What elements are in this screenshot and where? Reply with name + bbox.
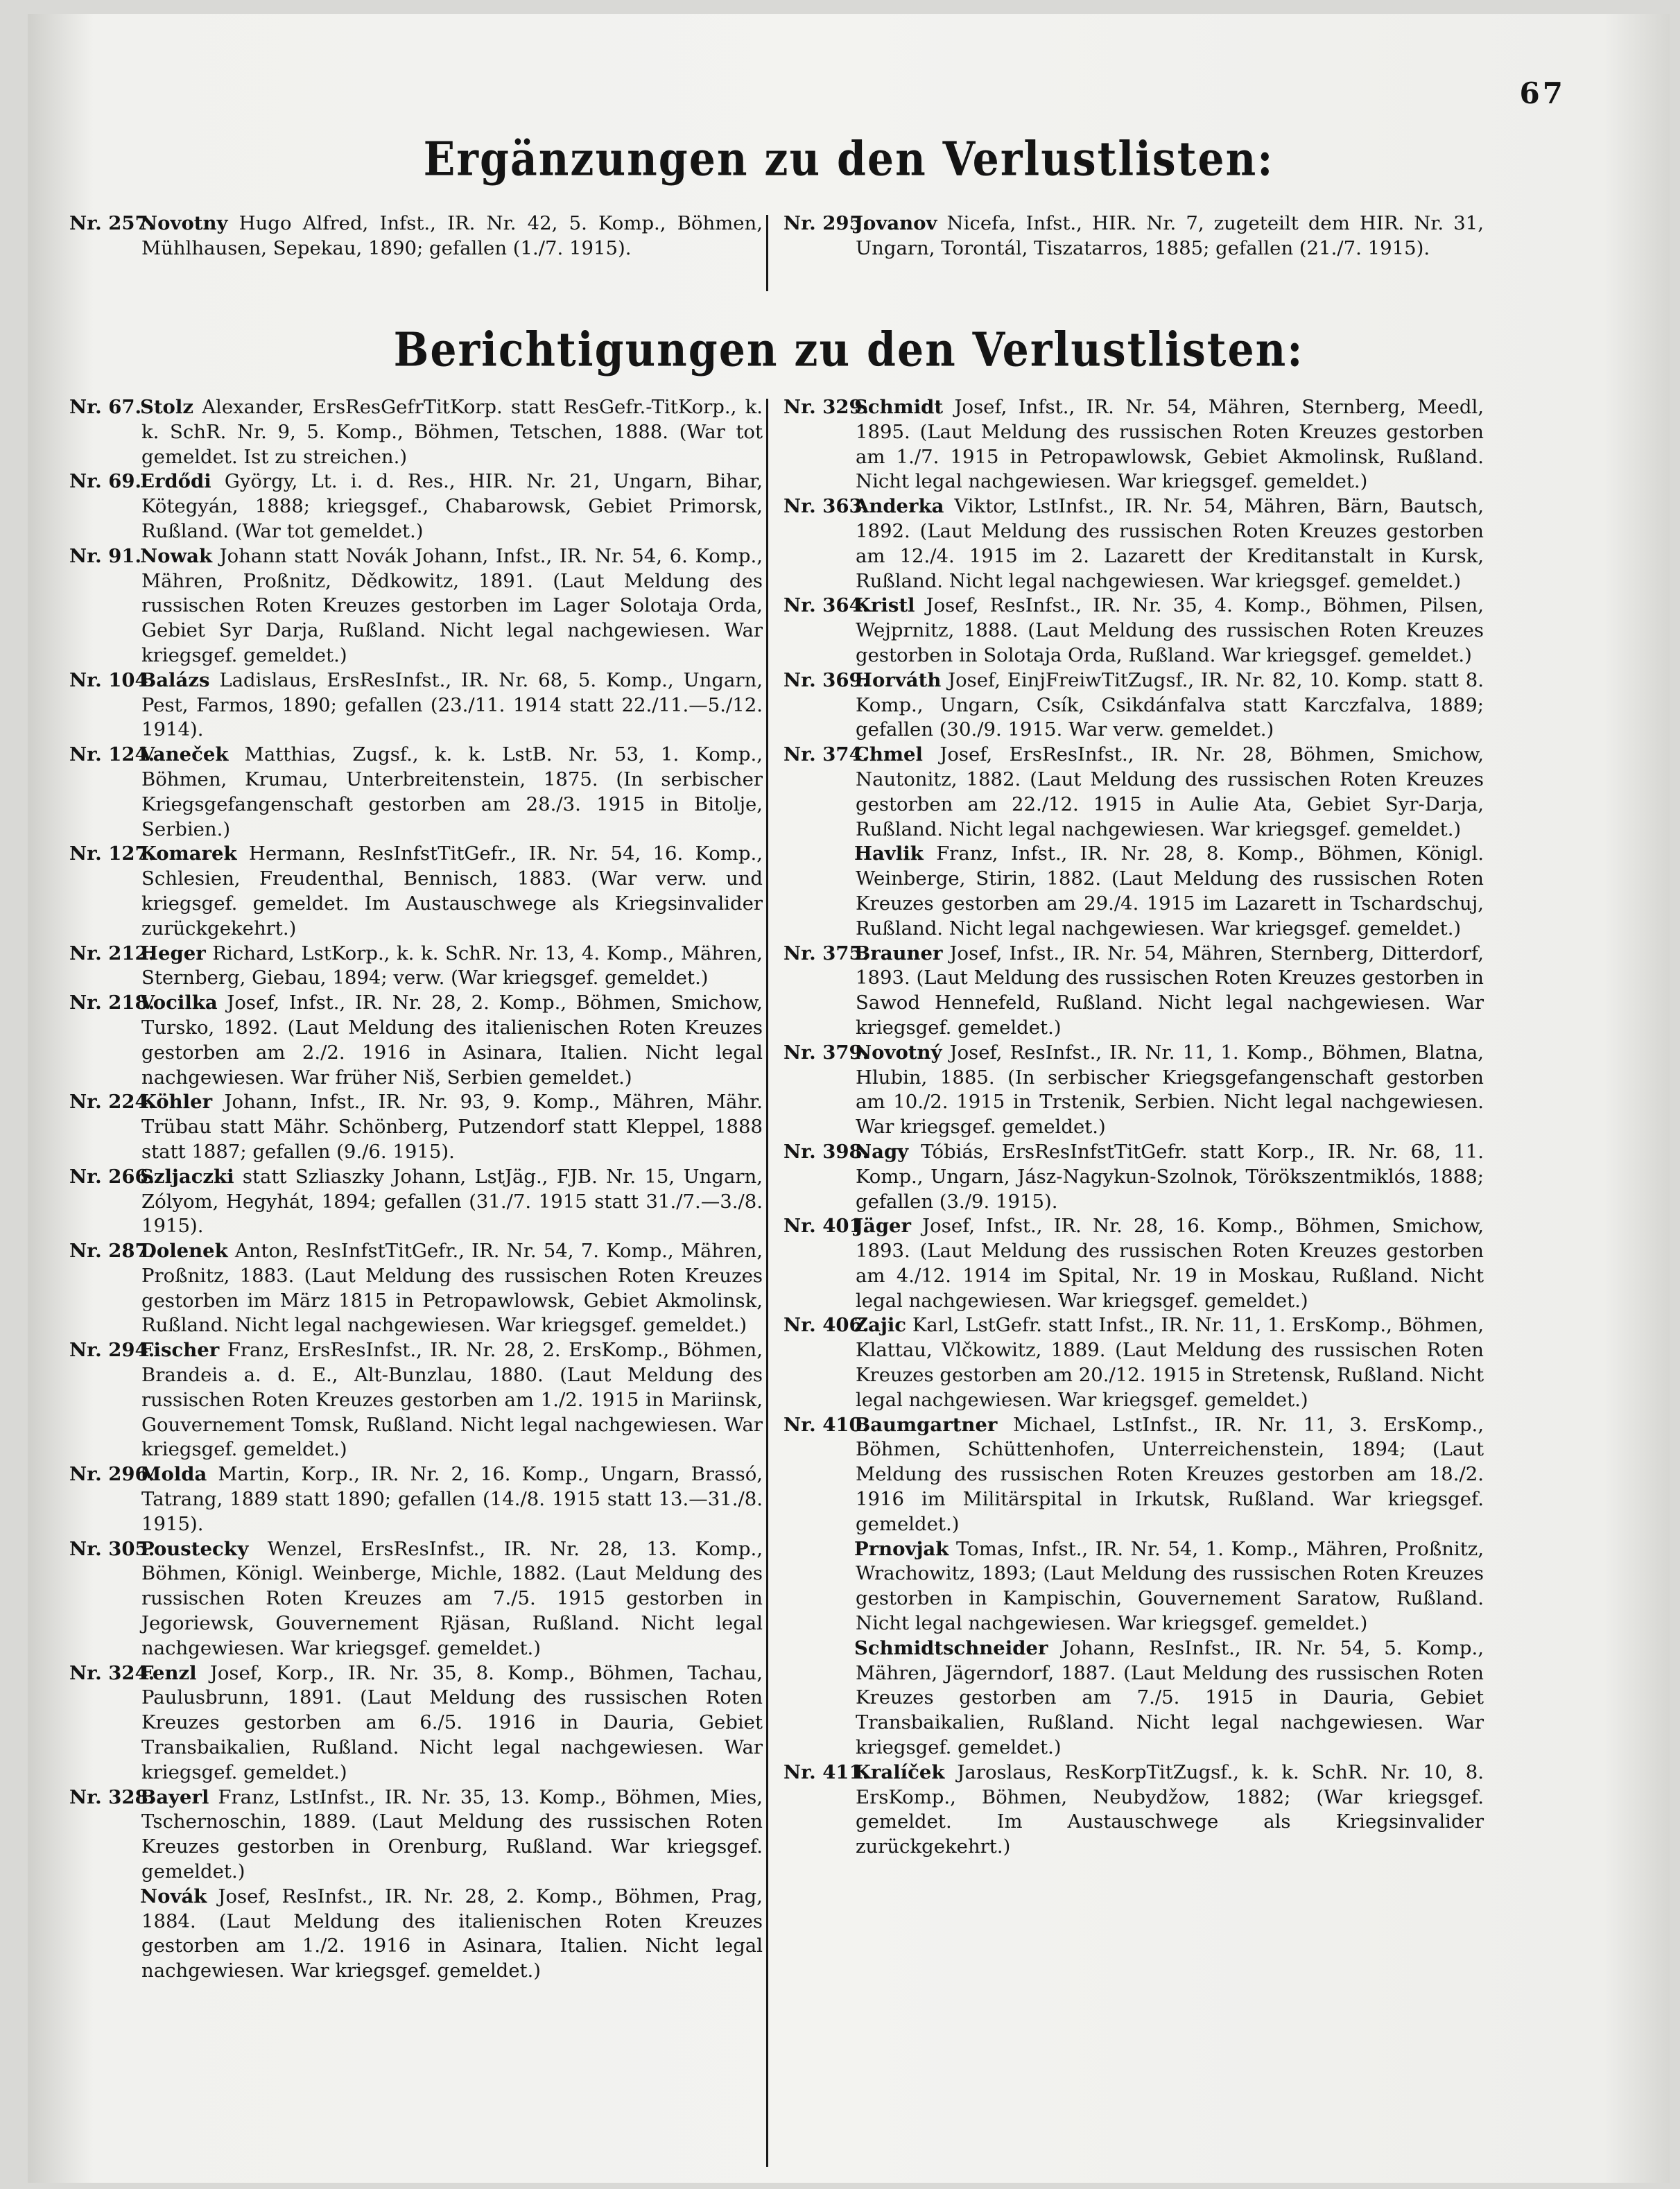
section-title-corrections: Berichtigungen zu den Verlustlisten: — [393, 322, 1304, 378]
list-entry: Nr. 369.Horváth Josef, EinjFreiwTitZugsf., IR. Nr. 82, 10. Komp. statt 8. Komp., Ungarn, Csík, Csikdánfalva statt Karczfalva, 1889; gefallen (30./9. 1915. War verw. gemeldet.) — [783, 668, 1484, 741]
list-entry: Nr. 294.Fischer Franz, ErsResInfst., IR. Nr. 28, 2. ErsKomp., Böhmen, Brandeis a. d. E., Alt-Bunzlau, 1880. (Laut Meldung des russischen Roten Kreuzes gestorben am 1./2. 1915 in Mariinsk, Gouvernement Tomsk, Rußland. Nicht legal nachgewiesen. War kriegsgef. gemeldet.) — [69, 1339, 763, 1461]
list-entry: Nr. 410.Baumgartner Michael, LstInfst., IR. Nr. 11, 3. ErsKomp., Böhmen, Schüttenhofen, Unterreichenstein, 1894; (Laut Meldung des russischen Roten Kreuzes gestorben am 18./2. 1916 im Militärspital in Irkutsk, Rußland. War kriegsgef. gemeldet.) — [783, 1413, 1484, 1535]
list-entry: Nr. 328.Bayerl Franz, LstInfst., IR. Nr. 35, 13. Komp., Böhmen, Mies, Tschernoschin, 1889. (Laut Meldung des russischen Roten Kreuzes gestorben in Orenburg, Rußland. War kriegsgef. gemeldet.) — [69, 1785, 763, 1883]
list-entry: Nr. 224.Köhler Johann, Infst., IR. Nr. 93, 9. Komp., Mähren, Mähr. Trübau statt Mähr. Schönberg, Putzendorf statt Kleppel, 1888 statt 1887; gefallen (9./6. 1915). — [69, 1091, 763, 1163]
supplements-right-column — [783, 211, 1484, 261]
list-entry: Nr. 364.Kristl Josef, ResInfst., IR. Nr. 35, 4. Komp., Böhmen, Pilsen, Wejprnitz, 1888. (Laut Meldung des russischen Roten Kreuzes gestorben in Solotaja Orda, Rußland. War kriegsgef. gemeldet.) — [783, 594, 1484, 666]
list-entry: Nr. 104.Balázs Ladislaus, ErsResInfst., IR. Nr. 68, 5. Komp., Ungarn, Pest, Farmos, 1890; gefallen (23./11. 1914 statt 22./11.—5./12. 1914). — [69, 668, 763, 741]
list-entry: Nr. 375.Brauner Josef, Infst., IR. Nr. 54, Mähren, Sternberg, Ditterdorf, 1893. (Laut Meldung des russischen Roten Kreuzes gestorben in Sawod Hennefeld, Rußland. Nicht legal nachgewiesen. War kriegsgef. gemeldet.) — [783, 942, 1484, 1039]
page-number: 67 — [1519, 76, 1566, 110]
list-entry: Nr. 69.Erdődi György, Lt. i. d. Res., HIR. Nr. 21, Ungarn, Bihar, Kötegyán, 1888; kriegsgef., Chabarowsk, Gebiet Primorsk, Rußland. (War tot gemeldet.) — [69, 470, 763, 542]
list-entry: Nr. 218.Vocilka Josef, Infst., IR. Nr. 28, 2. Komp., Böhmen, Smichow, Tursko, 1892. (Laut Meldung des italienischen Roten Kreuzes gestorben am 2./2. 1916 in Asinara, Italien. Nicht legal nachgewiesen. War früher Niš, Serbien gemeldet.) — [69, 992, 763, 1089]
document-page — [28, 14, 1670, 2183]
list-entry: Nr. 305.Pousteckу Wenzel, ErsResInfst., IR. Nr. 28, 13. Komp., Böhmen, Königl. Weinberge, Michle, 1882. (Laut Meldung des russischen Roten Kreuzes am 7./5. 1915 gestorben in Jegoriewsk, Gouvernement Rjäsan, Rußland. Nicht legal nachgewiesen. War kriegsgef. gemeldet.) — [69, 1537, 763, 1659]
list-entry: Prnovjak Tomas, Infst., IR. Nr. 54, 1. Komp., Mähren, Proßnitz, Wrachowitz, 1893; (Laut Meldung des russischen Roten Kreuzes gestorben in Kampischin, Gouvernement Saratow, Rußland. Nicht legal nachgewiesen. War kriegsgef. gemeldet.) — [854, 1537, 1484, 1635]
section-title-supplements: Ergänzungen zu den Verlustlisten: — [423, 132, 1274, 187]
list-entry: Schmidtschneider Johann, ResInfst., IR. Nr. 54, 5. Komp., Mähren, Jägerndorf, 1887. (Laut Meldung des russischen Roten Kreuzes gestorben am 7./5. 1915 in Dauria, Gebiet Transbaikalien, Rußland. Nicht legal nachgewiesen. War kriegsgef. gemeldet.) — [854, 1636, 1484, 1759]
list-entry: Nr. 324.Fenzl Josef, Korp., IR. Nr. 35, 8. Komp., Böhmen, Tachau, Paulusbrunn, 1891. (Laut Meldung des russischen Roten Kreuzes gestorben am 6./5. 1916 in Dauria, Gebiet Transbaikalien, Rußland. Nicht legal nachgewiesen. War kriegsgef. gemeldet.) — [69, 1661, 763, 1783]
list-entry: Nr. 124.Vaneček Matthias, Zugsf., k. k. LstB. Nr. 53, 1. Komp., Böhmen, Krumau, Unterbreitenstein, 1875. (In serbischer Kriegsgefangenschaft gestorben am 28./3. 1915 in Bitolje, Serbien.) — [69, 743, 763, 840]
list-entry: Nr. 127.Komarek Hermann, ResInfstTitGefr., IR. Nr. 54, 16. Komp., Schlesien, Freudenthal, Bennisch, 1883. (War verw. und kriegsgef. gemeldet. Im Austauschwege als Kriegsinvalider zurückgekehrt.) — [69, 842, 763, 940]
corrections-right-column — [783, 395, 1484, 1860]
list-entry: Nr. 67.Stolz Alexander, ErsResGefrTitKorp. statt ResGefr.-TitKorp., k. k. SchR. Nr. 9, 5. Komp., Böhmen, Tetschen, 1888. (War tot gemeldet. Ist zu streichen.) — [69, 396, 763, 468]
list-entry: Nr. 296.Molda Martin, Korp., IR. Nr. 2, 16. Komp., Ungarn, Brassó, Tatrang, 1889 statt 1890; gefallen (14./8. 1915 statt 13.—31./8. 1915). — [69, 1463, 763, 1535]
list-entry: Nr. 411.Kralíček Jaroslaus, ResKorpTitZugsf., k. k. SchR. Nr. 10, 8. ErsKomp., Böhmen, Neubydžow, 1882; (War kriegsgef. gemeldet. Im Austauschwege als Kriegsinvalider zurückgekehrt.) — [783, 1760, 1484, 1858]
list-entry: Nr. 398.Nagy Tóbiás, ErsResInfstTitGefr. statt Korp., IR. Nr. 68, 11. Komp., Ungarn, Jász-Nagykun-Szolnok, Törökszentmiklós, 1888; gefallen (3./9. 1915). — [783, 1140, 1484, 1213]
list-entry: Nr. 379.Novotný Josef, ResInfst., IR. Nr. 11, 1. Komp., Böhmen, Blatna, Hlubin, 1885. (In serbischer Kriegsgefangenschaft gestorben am 10./2. 1915 in Trstenik, Serbien. Nicht legal nachgewiesen. War kriegsgef. gemeldet.) — [783, 1041, 1484, 1139]
list-entry: Nr. 406.Zajic Karl, LstGefr. statt Infst., IR. Nr. 11, 1. ErsKomp., Böhmen, Klattau, Vlčkowitz, 1889. (Laut Meldung des russischen Roten Kreuzes gestorben am 20./12. 1915 in Stretensk, Rußland. Nicht legal nachgewiesen. War kriegsgef. gemeldet.) — [783, 1314, 1484, 1411]
list-entry: Nr. 91.Nowak Johann statt Novák Johann, Infst., IR. Nr. 54, 6. Komp., Mähren, Proßnitz, Dědkowitz, 1891. (Laut Meldung des russischen Roten Kreuzes gestorben im Lager Solotaja Orda, Gebiet Syr Darja, Rußland. Nicht legal nachgewiesen. War kriegsgef. gemeldet.) — [69, 544, 763, 666]
list-entry: Nr. 257.Novotny Hugo Alfred, Infst., IR. Nr. 42, 5. Komp., Böhmen, Mühlhausen, Sepekau, 1890; gefallen (1./7. 1915). — [69, 212, 763, 259]
list-entry: Novák Josef, ResInfst., IR. Nr. 28, 2. Komp., Böhmen, Prag, 1884. (Laut Meldung des italienischen Roten Kreuzes gestorben am 1./2. 1916 in Asinara, Italien. Nicht legal nachgewiesen. War kriegsgef. gemeldet.) — [140, 1885, 763, 1982]
list-entry: Nr. 287.Dolenek Anton, ResInfstTitGefr., IR. Nr. 54, 7. Komp., Mähren, Proßnitz, 1883. (Laut Meldung des russischen Roten Kreuzes gestorben im März 1815 in Petropawlowsk, Gebiet Akmolinsk, Rußland. Nicht legal nachgewiesen. War kriegsgef. gemeldet.) — [69, 1240, 763, 1337]
list-entry: Nr. 266.Szljaczki statt Szliaszky Johann, LstJäg., FJB. Nr. 15, Ungarn, Zólyom, Hegyhát, 1894; gefallen (31./7. 1915 statt 31./7.—3./8. 1915). — [69, 1165, 763, 1238]
list-entry: Nr. 363.Anderka Viktor, LstInfst., IR. Nr. 54, Mähren, Bärn, Bautsch, 1892. (Laut Meldung des russischen Roten Kreuzes gestorben am 12./4. 1915 im 2. Lazarett der Kreditanstalt in Kursk, Rußland. Nicht legal nachgewiesen. War kriegsgef. gemeldet.) — [783, 495, 1484, 592]
column-divider — [766, 399, 768, 2167]
list-entry: Nr. 401.Jäger Josef, Infst., IR. Nr. 28, 16. Komp., Böhmen, Smichow, 1893. (Laut Meldung des russischen Roten Kreuzes gestorben am 4./12. 1914 im Spital, Nr. 19 in Moskau, Rußland. Nicht legal nachgewiesen. War kriegsgef. gemeldet.) — [783, 1215, 1484, 1312]
corrections-left-column — [69, 395, 763, 1984]
list-entry: Nr. 295.Jovanov Nicefa, Infst., HIR. Nr. 7, zugeteilt dem HIR. Nr. 31, Ungarn, Torontál, Tiszatarros, 1885; gefallen (21./7. 1915). — [783, 212, 1484, 259]
column-divider — [766, 215, 768, 291]
list-entry: Nr. 329.Schmidt Josef, Infst., IR. Nr. 54, Mähren, Sternberg, Meedl, 1895. (Laut Meldung des russischen Roten Kreuzes gestorben am 1./7. 1915 in Petropawlowsk, Gebiet Akmolinsk, Rußland. Nicht legal nachgewiesen. War kriegsgef. gemeldet.) — [783, 396, 1484, 493]
list-entry: Havlik Franz, Infst., IR. Nr. 28, 8. Komp., Böhmen, Königl. Weinberge, Stirin, 1882. (Laut Meldung des russischen Roten Kreuzes gestorben am 29./4. 1915 im Lazarett in Tschardschuj, Rußland. Nicht legal nachgewiesen. War kriegsgef. gemeldet.) — [854, 842, 1484, 940]
supplements-left-column — [69, 211, 763, 261]
list-entry: Nr. 374.Chmel Josef, ErsResInfst., IR. Nr. 28, Böhmen, Smichow, Nautonitz, 1882. (Laut Meldung des russischen Roten Kreuzes gestorben am 22./12. 1915 in Aulie Ata, Gebiet Syr-Darja, Rußland. Nicht legal nachgewiesen. War kriegsgef. gemeldet.) — [783, 743, 1484, 840]
list-entry: Nr. 212.Heger Richard, LstKorp., k. k. SchR. Nr. 13, 4. Komp., Mähren, Sternberg, Giebau, 1894; verw. (War kriegsgef. gemeldet.) — [69, 942, 763, 989]
